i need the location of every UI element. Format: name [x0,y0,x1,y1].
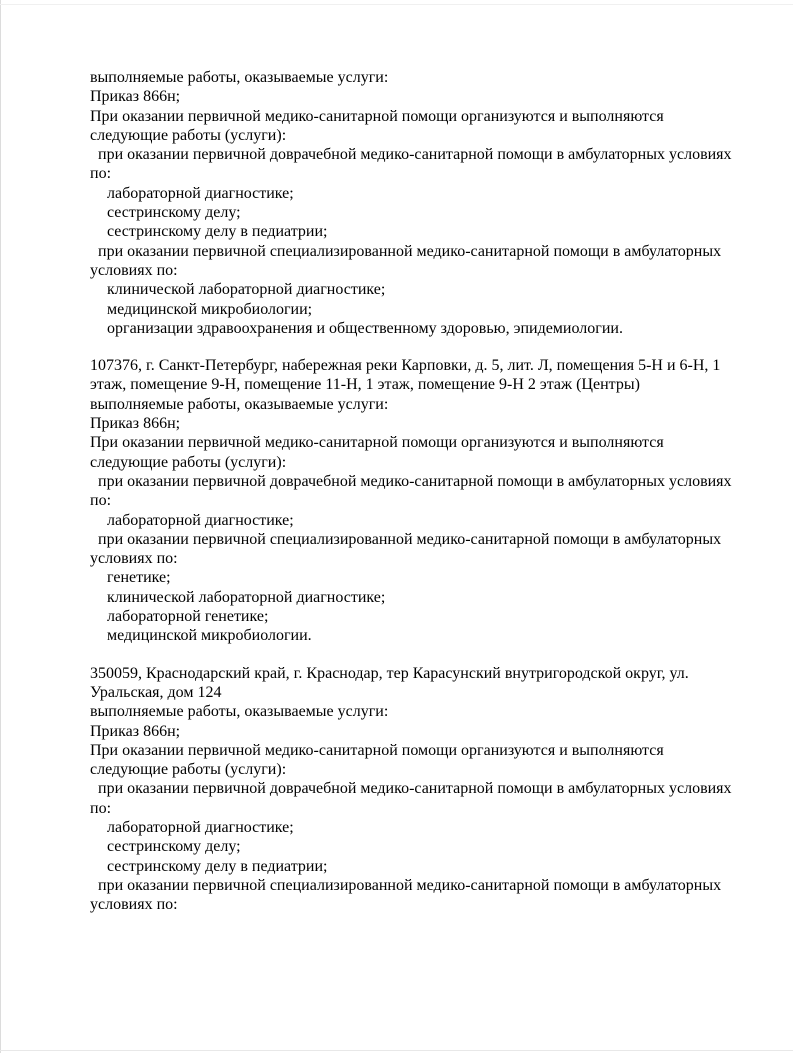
section-address-krasnodar [90,664,740,915]
document-line: 350059, Краснодарский край, г. Краснодар, тер Карасунский внутригородской округ, ул. Уральская, дом 124 [90,664,689,701]
document-line: лабораторной диагностике; [107,818,294,836]
document-line: клинической лабораторной диагностике; [107,588,386,606]
document-line: Приказ 866н; [90,88,181,106]
document-line: медицинской микробиологии. [107,627,312,645]
document-line: выполняемые работы, оказываемые услуги: [90,69,389,86]
document-line: при оказании первичной специализированной медико-санитарной помощи в амбулаторных условиях по: [90,530,722,568]
document-line: при оказании первичной доврачебной медико-санитарной помощи в амбулаторных условиях по: [90,780,732,817]
section-services-first [90,68,740,338]
page-bottom-edge-line [0,1050,793,1051]
page-left-edge-line [0,0,1,1053]
document-line: при оказании первичной специализированной медико-санитарной помощи в амбулаторных условиях по: [90,876,722,914]
document-line: При оказании первичной медико-санитарной помощи организуются и выполняются следующие работы (услуги): [90,107,664,144]
document-line: генетике; [107,569,171,587]
document-line: При оказании первичной медико-санитарной помощи организуются и выполняются следующие работы (услуги): [90,434,664,471]
document-line: лабораторной диагностике; [107,184,294,202]
document-line: лабораторной диагностике; [107,511,294,529]
document-line: сестринскому делу; [107,204,241,222]
document-line: 107376, г. Санкт-Петербург, набережная реки Карповки, д. 5, лит. Л, помещения 5-Н и 6-Н, 1 этаж, помещение 9-Н, помещение 11-Н, 1 этаж, помещение 9-Н 2 этаж (Центры) [90,357,721,394]
document-line: клинической лабораторной диагностике; [107,281,386,299]
document-line: лабораторной генетике; [107,608,269,626]
document-line: при оказании первичной доврачебной медико-санитарной помощи в амбулаторных условиях по: [90,146,732,183]
section-address-spb [90,356,740,645]
document-line: медицинской микробиологии; [107,300,313,318]
document-line: организации здравоохранения и общественному здоровью, эпидемиологии. [107,319,623,337]
document-line: Приказ 866н; [90,415,181,433]
document-line: сестринскому делу в педиатрии; [107,857,328,875]
document-line: выполняемые работы, оказываемые услуги: [90,395,389,413]
document-line: при оказании первичной доврачебной медико-санитарной помощи в амбулаторных условиях по: [90,472,732,510]
document-line: При оказании первичной медико-санитарной помощи организуются и выполняются следующие работы (услуги): [90,741,664,779]
document-line: при оказании первичной специализированной медико-санитарной помощи в амбулаторных условиях по: [90,242,722,279]
page-top-edge-line [0,4,793,5]
document-content [90,68,740,914]
document-line: Приказ 866н; [90,722,181,740]
document-line: сестринскому делу в педиатрии; [107,223,328,241]
document-line: сестринскому делу; [107,838,241,856]
document-line: выполняемые работы, оказываемые услуги: [90,703,389,721]
